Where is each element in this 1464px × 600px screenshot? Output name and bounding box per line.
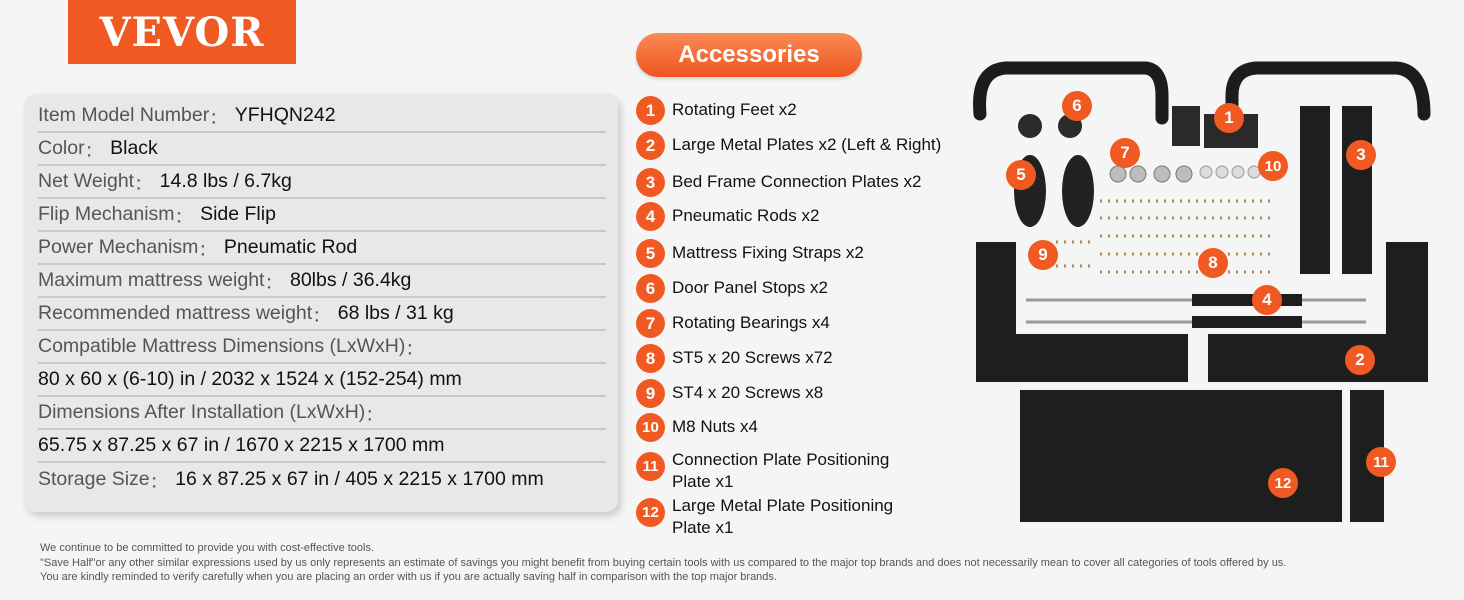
item-number-badge: 6 <box>636 274 665 303</box>
spec-value: Black <box>110 137 158 159</box>
item-number-badge: 8 <box>636 344 665 373</box>
accessories-title-pill <box>636 33 862 77</box>
item-number-badge: 2 <box>636 131 665 160</box>
spec-colon: ： <box>405 337 425 360</box>
spec-colon: ： <box>264 271 284 294</box>
accessory-item <box>636 96 797 125</box>
spec-key: Compatible Mattress Dimensions (LxWxH) <box>38 335 406 357</box>
callout-badge: 12 <box>1268 468 1298 498</box>
accessory-label: Mattress Fixing Straps x2 <box>672 243 864 262</box>
accessory-label: Door Panel Stops x2 <box>672 278 828 297</box>
item-number-badge: 4 <box>636 202 665 231</box>
spec-value: YFHQN242 <box>234 104 336 126</box>
disclaimer <box>40 541 1286 585</box>
callout-badge: 6 <box>1062 91 1092 121</box>
spec-colon: ： <box>312 304 332 327</box>
spec-key: Net Weight <box>38 170 135 192</box>
vevor-logo <box>68 0 296 64</box>
accessories-title: Accessories <box>678 41 820 68</box>
spec-value: 16 x 87.25 x 67 in / 405 x 2215 x 1700 mm <box>175 468 544 490</box>
accessory-item <box>636 309 830 338</box>
item-number-badge: 9 <box>636 379 665 408</box>
spec-colon: ： <box>209 106 229 129</box>
accessory-label: ST5 x 20 Screws x72 <box>672 348 833 367</box>
item-number-badge: 3 <box>636 168 665 197</box>
spec-value: 80 x 60 x (6-10) in / 2032 x 1524 x (152-254) mm <box>38 368 462 390</box>
spec-colon: ： <box>84 139 105 162</box>
spec-value: 68 lbs / 31 kg <box>337 302 454 324</box>
spec-key: Maximum mattress weight <box>38 269 265 291</box>
spec-colon: ： <box>365 403 385 426</box>
accessory-item <box>636 168 921 197</box>
accessory-item <box>636 449 917 493</box>
accessory-item <box>636 274 828 303</box>
accessories-illustration <box>966 56 1464 526</box>
item-number-badge: 12 <box>636 498 665 527</box>
spec-row-power <box>38 232 606 265</box>
accessory-label: Pneumatic Rods x2 <box>672 206 820 225</box>
accessory-item <box>636 239 864 268</box>
spec-colon: ： <box>198 238 218 261</box>
spec-key: Recommended mattress weight <box>38 302 313 324</box>
item-number-badge: 10 <box>636 413 665 442</box>
spec-key: Item Model Number <box>38 104 210 126</box>
spec-row-storage <box>38 463 606 496</box>
logo-text: VEVOR <box>99 8 265 56</box>
spec-row-max-weight <box>38 265 606 298</box>
spec-colon: ： <box>174 205 195 228</box>
spec-value: Pneumatic Rod <box>223 236 358 258</box>
accessory-item <box>636 344 833 373</box>
spec-value: 80lbs / 36.4kg <box>289 269 412 291</box>
accessory-label: Rotating Bearings x4 <box>672 313 830 332</box>
spec-key: Storage Size <box>38 468 150 490</box>
spec-panel <box>24 94 618 512</box>
spec-value: 14.8 lbs / 6.7kg <box>159 170 292 192</box>
callout-badge: 4 <box>1252 285 1282 315</box>
disclaimer-line: We continue to be committed to provide you with cost-effective tools. <box>40 542 375 554</box>
disclaimer-line: You are kindly reminded to verify carefully when you are placing an order with us if you are actually saving half in comparison with the top major brands. <box>40 571 777 583</box>
callout-badge: 2 <box>1345 345 1375 375</box>
accessory-label: Connection Plate Positioning Plate x1 <box>672 450 890 491</box>
spec-row-mattress-dims-value <box>38 364 606 397</box>
spec-row-net-weight <box>38 166 606 199</box>
accessory-label: ST4 x 20 Screws x8 <box>672 383 824 402</box>
spec-value: Side Flip <box>200 203 276 225</box>
accessory-item <box>636 202 819 231</box>
spec-row-install-dims-label <box>38 397 606 430</box>
spec-row-flip <box>38 199 606 232</box>
accessory-item <box>636 495 917 539</box>
spec-colon: ： <box>134 172 154 195</box>
spec-key: Flip Mechanism <box>38 203 175 225</box>
callout-badge: 7 <box>1110 138 1140 168</box>
spec-key: Dimensions After Installation (LxWxH) <box>38 401 366 423</box>
callout-badge: 1 <box>1214 103 1244 133</box>
item-number-badge: 7 <box>636 309 665 338</box>
spec-row-rec-weight <box>38 298 606 331</box>
spec-value: 65.75 x 87.25 x 67 in / 1670 x 2215 x 1700 mm <box>38 434 445 456</box>
accessory-label: Large Metal Plate Positioning Plate x1 <box>672 496 894 537</box>
accessory-label: Large Metal Plates x2 (Left & Right) <box>672 135 942 154</box>
callout-badge: 9 <box>1028 240 1058 270</box>
callout-badge: 8 <box>1198 248 1228 278</box>
spec-key: Color <box>38 137 85 159</box>
spec-key: Power Mechanism <box>38 236 199 258</box>
accessory-label: Rotating Feet x2 <box>672 100 797 119</box>
spec-row-model <box>38 100 606 133</box>
item-number-badge: 1 <box>636 96 665 125</box>
accessory-label: Bed Frame Connection Plates x2 <box>672 172 922 191</box>
callout-badge: 10 <box>1258 151 1288 181</box>
callout-badge: 5 <box>1006 160 1036 190</box>
accessory-item <box>636 413 758 442</box>
spec-row-color <box>38 133 606 166</box>
callout-badge: 11 <box>1366 447 1396 477</box>
disclaimer-line: "Save Half"or any other similar expressions used by us only represents an estimate of savings you might benefit from buying certain tools with us compared to the major top brands and does not necessarily mean to cover all categories of tools offered by us. <box>40 556 1287 569</box>
item-number-badge: 11 <box>636 452 665 481</box>
accessory-item <box>636 131 941 160</box>
spec-colon: ： <box>149 470 170 493</box>
item-number-badge: 5 <box>636 239 665 268</box>
spec-row-mattress-dims-label <box>38 331 606 364</box>
accessory-item <box>636 379 823 408</box>
callout-badge: 3 <box>1346 140 1376 170</box>
spec-row-install-dims-value <box>38 430 606 463</box>
accessory-label: M8 Nuts x4 <box>672 417 758 436</box>
